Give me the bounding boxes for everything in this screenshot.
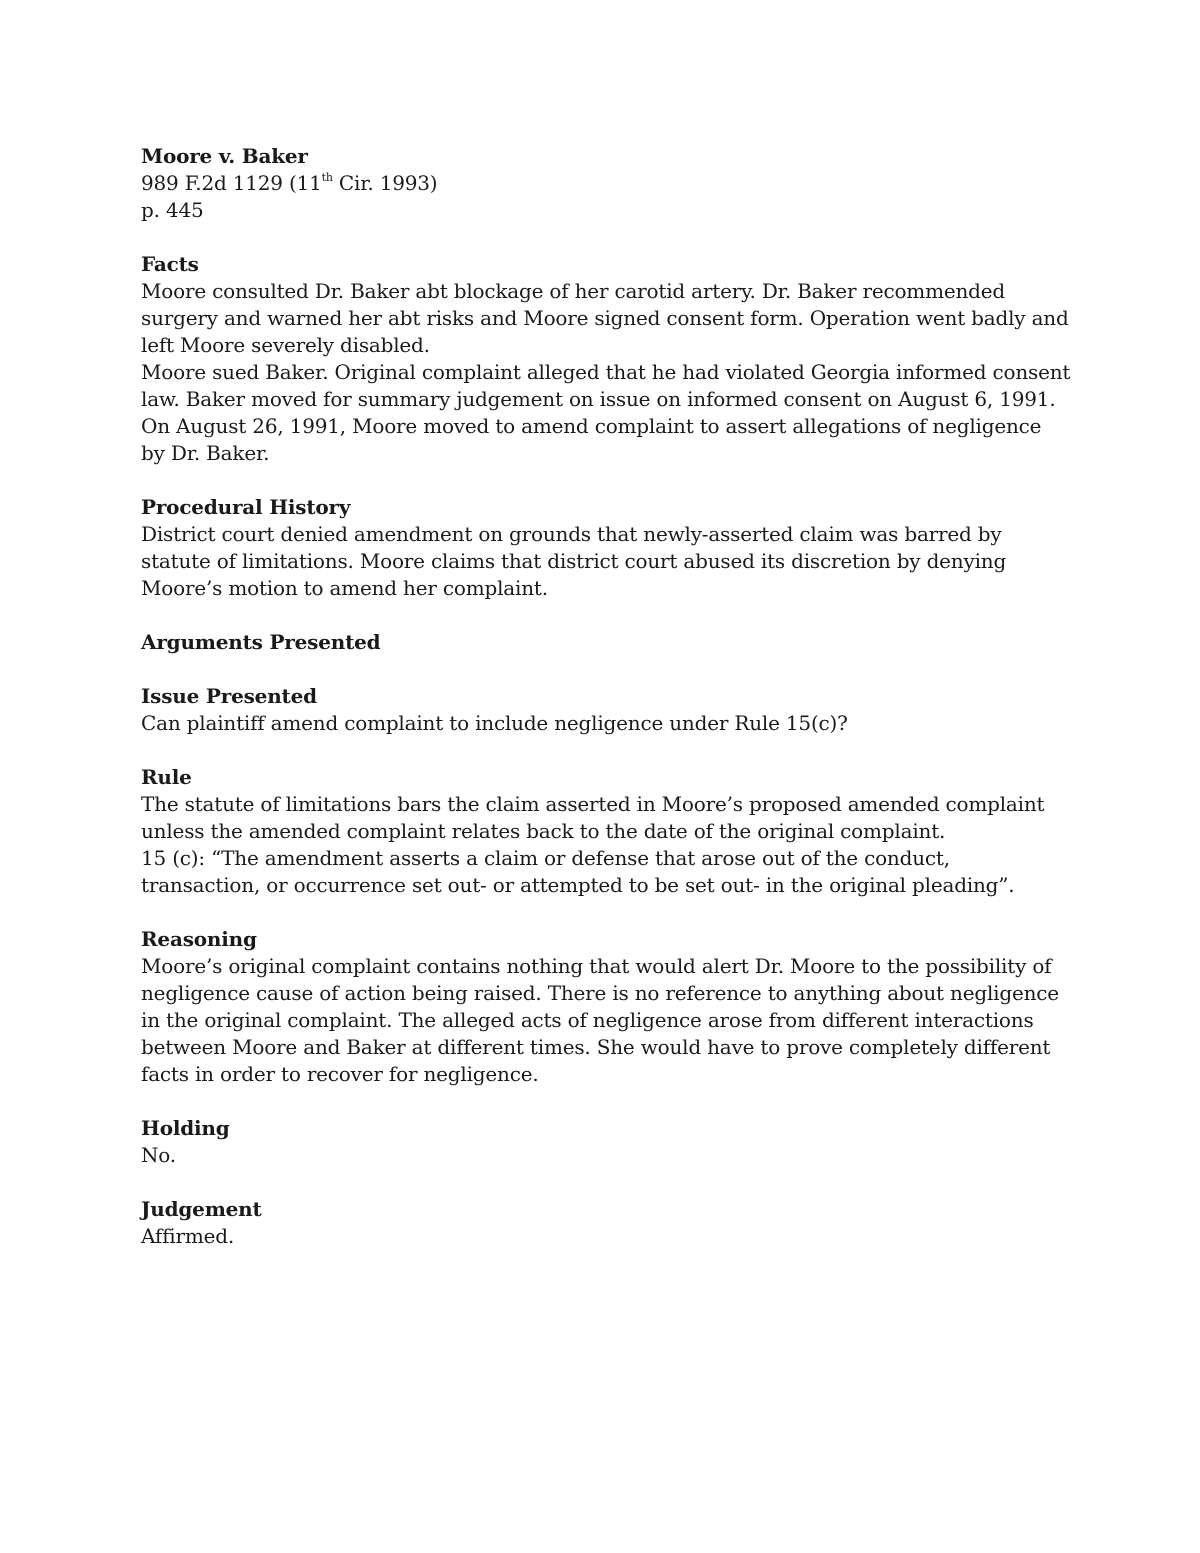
document-page <box>141 143 1071 1250</box>
case-page: p. 445 <box>141 198 204 222</box>
case-citation <box>141 170 1071 197</box>
issue-section <box>141 683 1071 737</box>
judgement-section <box>141 1196 1071 1250</box>
procedural-history-section <box>141 494 1071 602</box>
arguments-section <box>141 629 1071 656</box>
facts-section <box>141 251 1071 467</box>
procedural-history-text: District court denied amendment on grounds that newly-asserted claim was barred by statute of limitations. Moore claims that district court abused its discretion by denying Moore’s motion to amend her complaint. <box>141 522 1007 600</box>
arguments-heading: Arguments Presented <box>141 630 381 654</box>
judgement-heading: Judgement <box>141 1197 262 1221</box>
reasoning-heading: Reasoning <box>141 927 257 951</box>
case-title: Moore v. Baker <box>141 144 308 168</box>
citation-suffix: Cir. 1993) <box>332 171 438 195</box>
holding-section <box>141 1115 1071 1169</box>
facts-heading: Facts <box>141 252 199 276</box>
rule-paragraph-1: The statute of limitations bars the claim asserted in Moore’s proposed amended complaint unless the amended complaint relates back to the date of the original complaint. <box>141 792 1045 843</box>
citation-superscript: th <box>321 171 333 185</box>
rule-heading: Rule <box>141 765 192 789</box>
issue-heading: Issue Presented <box>141 684 317 708</box>
reasoning-section <box>141 926 1071 1088</box>
facts-paragraph-1: Moore consulted Dr. Baker abt blockage of her carotid artery. Dr. Baker recommended surgery and warned her abt risks and Moore signed consent form. Operation went badly and left Moore severely disabled. <box>141 279 1069 357</box>
reasoning-text: Moore’s original complaint contains nothing that would alert Dr. Moore to the possibility of negligence cause of action being raised. There is no reference to anything about negligence in the original complaint. The alleged acts of negligence arose from different interactions between Moore and Baker at different times. She would have to prove completely different facts in order to recover for negligence. <box>141 954 1059 1086</box>
issue-text: Can plaintiff amend complaint to include negligence under Rule 15(c)? <box>141 711 848 735</box>
judgement-text: Affirmed. <box>141 1224 235 1248</box>
citation-prefix: 989 F.2d 1129 (11 <box>141 171 322 195</box>
holding-text: No. <box>141 1143 176 1167</box>
rule-paragraph-2: 15 (c): “The amendment asserts a claim or defense that arose out of the conduct, transaction, or occurrence set out- or attempted to be set out- in the original pleading”. <box>141 846 1015 897</box>
case-header <box>141 143 1071 224</box>
procedural-history-heading: Procedural History <box>141 495 351 519</box>
rule-section <box>141 764 1071 899</box>
holding-heading: Holding <box>141 1116 230 1140</box>
facts-paragraph-2: Moore sued Baker. Original complaint alleged that he had violated Georgia informed consent law. Baker moved for summary judgement on issue on informed consent on August 6, 1991. On August 26, 1991, Moore moved to amend complaint to assert allegations of negligence by Dr. Baker. <box>141 360 1071 465</box>
